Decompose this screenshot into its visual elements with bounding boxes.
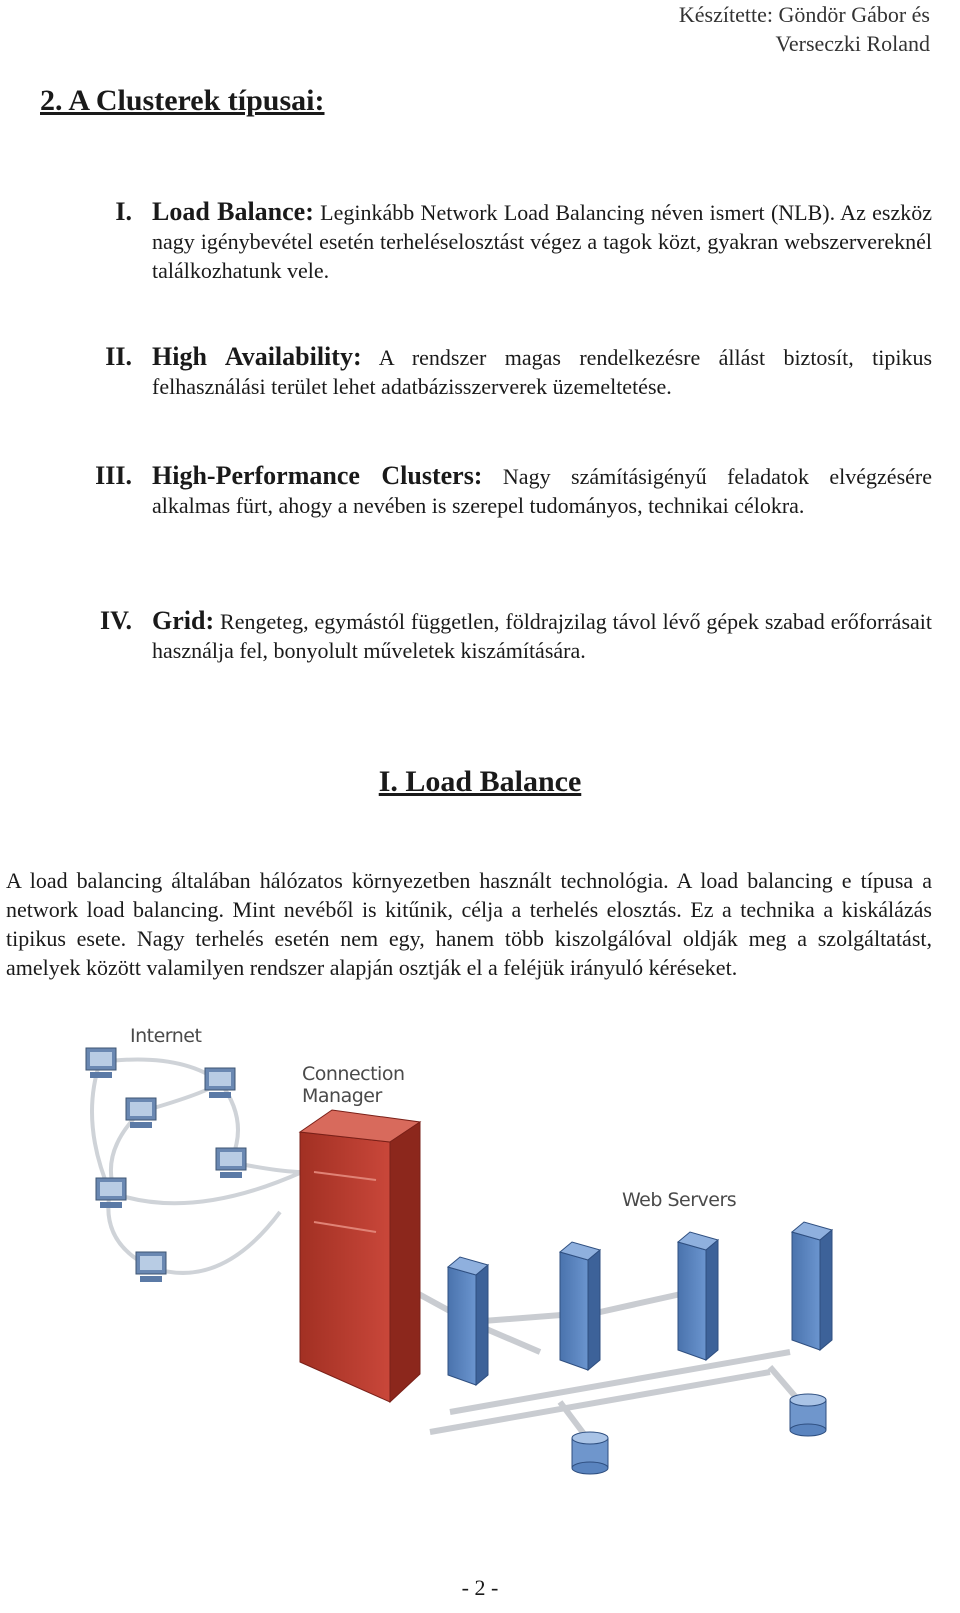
item-text: Leginkább Network Load Balancing néven ismert (NLB). Az eszköz nagy igénybevétel esetén terheléselosztást végez a tagok közt, gyakran webszervereknél találkozhatunk vele. bbox=[152, 200, 932, 283]
item-text: Rengeteg, egymástól független, földrajzilag távol lévő gépek szabad erőforrásait használja fel, bonyolult műveletek kiszámítására. bbox=[152, 609, 932, 663]
item-term: High-Performance Clusters: bbox=[152, 461, 483, 490]
page-number: - 2 - bbox=[461, 1575, 499, 1600]
item-text: Nagy számításigényű feladatok elvégzésére alkalmas fürt, ahogy a nevében is szerepel tudományos, technikai célokra. bbox=[152, 464, 932, 518]
connection-manager-server bbox=[300, 1110, 420, 1402]
subsection-title: I. Load Balance bbox=[378, 765, 582, 798]
author-credit bbox=[679, 0, 930, 58]
client-computer-icon bbox=[216, 1148, 246, 1178]
author-line-1: Készítette: Göndör Gábor és bbox=[678, 2, 930, 27]
web-server-icon bbox=[448, 1257, 488, 1385]
database-icon bbox=[572, 1432, 608, 1474]
storage-disks bbox=[572, 1394, 826, 1474]
client-computer-icon bbox=[136, 1252, 166, 1282]
item-term: Load Balance: bbox=[152, 197, 314, 226]
client-network-links bbox=[92, 1060, 302, 1273]
label-web-servers: Web Servers bbox=[622, 1189, 737, 1211]
client-computer-icon bbox=[126, 1098, 156, 1128]
list-item-hpc bbox=[38, 461, 932, 520]
web-server-icon bbox=[560, 1242, 600, 1370]
client-computer-icon bbox=[86, 1048, 116, 1078]
item-number: IV. bbox=[99, 606, 132, 635]
database-icon bbox=[790, 1394, 826, 1436]
body-paragraph: A load balancing általában hálózatos környezetben használt technológia. A load balancing e típusa a network load balancing. Mint nevéből is kitűnik, célja a terhelés elosztás. Ez a technika a kiskálázás tipikus esete. Nagy terhelés esetén nem egy, hanem több kiszolgálóval oldják meg a szolgáltatást, amelyek között valamilyen rendszer alapján osztják el a feléjük irányuló kéréseket. bbox=[6, 868, 932, 980]
network-diagram-svg bbox=[70, 1022, 860, 1486]
label-connection: Connection bbox=[302, 1063, 405, 1085]
item-text: A rendszer magas rendelkezésre állást biztosít, tipikus felhasználási terület lehet adatbázisszerverek üzemeltetése. bbox=[152, 345, 933, 399]
list-item-grid bbox=[38, 606, 932, 665]
web-server-icon bbox=[678, 1232, 718, 1360]
item-number: I. bbox=[115, 197, 132, 226]
section-title: 2. A Clusterek típusai: bbox=[40, 84, 325, 117]
client-computer-icon bbox=[96, 1178, 126, 1208]
list-item-high-availability bbox=[38, 342, 932, 401]
item-term: Grid: bbox=[152, 606, 215, 635]
item-term: High Availability: bbox=[152, 342, 362, 371]
list-item-load-balance bbox=[38, 197, 932, 285]
item-number: II. bbox=[105, 342, 132, 371]
web-server-icon bbox=[792, 1222, 832, 1350]
client-computer-icon bbox=[205, 1068, 235, 1098]
author-line-2: Verseczki Roland bbox=[775, 31, 930, 56]
label-internet: Internet bbox=[130, 1025, 202, 1047]
label-manager: Manager bbox=[302, 1085, 382, 1107]
item-number: III. bbox=[95, 461, 132, 490]
load-balance-diagram bbox=[70, 1022, 860, 1486]
